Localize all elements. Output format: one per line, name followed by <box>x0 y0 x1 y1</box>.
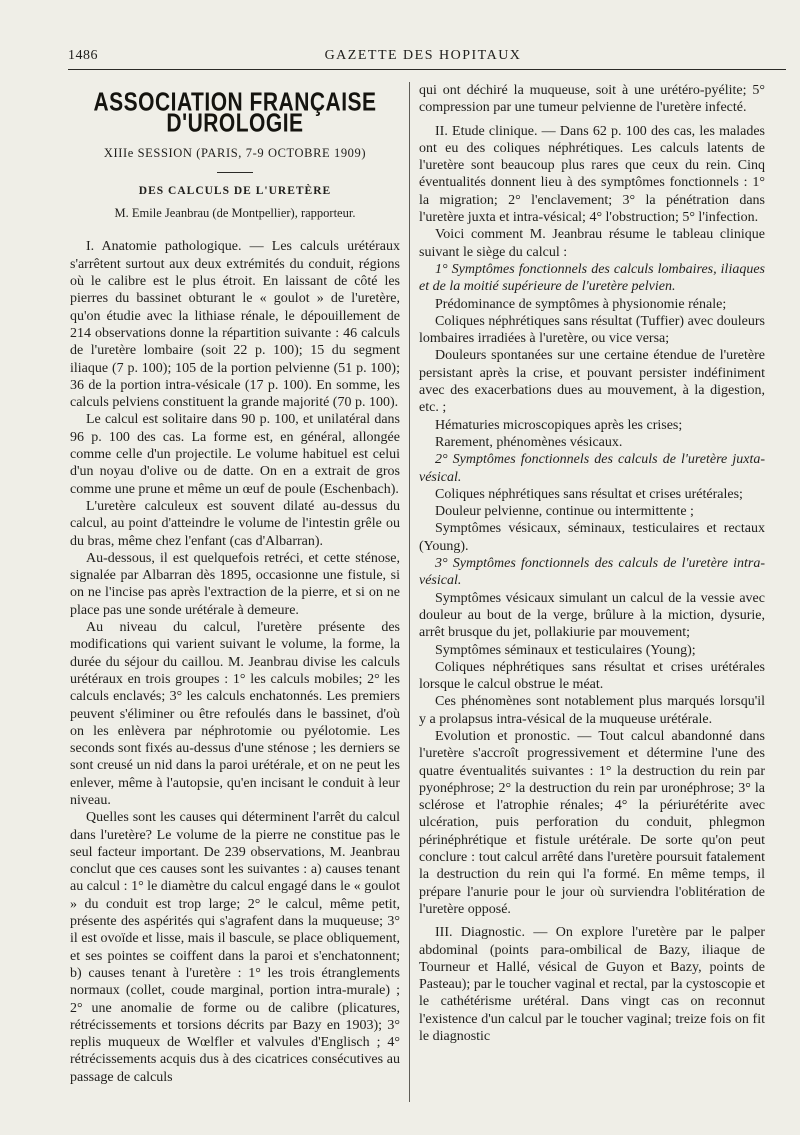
paragraph: 1° Symptômes fonctionnels des calculs lombaires, iliaques et de la moitié supérieure de l'uretère pelvien. <box>419 261 765 295</box>
right-column <box>419 82 765 1045</box>
paragraph: Voici comment M. Jeanbrau résume le tableau clinique suivant le siège du calcul : <box>419 227 765 260</box>
reporter-line: M. Emile Jeanbrau (de Montpellier), rapporteur. <box>114 206 356 221</box>
paragraph: L'uretère calculeux est souvent dilaté au-dessus du calcul, au point d'atteindre le volume de l'intestin grêle ou du bras, même chez l'enfant (cas d'Albarran). <box>70 498 400 549</box>
paragraph: Le calcul est solitaire dans 90 p. 100, et unilatéral dans 96 p. 100 des cas. La forme est, en général, allongée comme celle d'un projectile. Le volume habituel est celui d'un noyau d'olive ou de datte. On en a extrait de gros comme une prune et même un œuf de poule (Eschenbach). <box>70 412 400 497</box>
paragraph: 2° Symptômes fonctionnels des calculs de l'uretère juxta-vésical. <box>419 452 765 485</box>
page-number: 1486 <box>68 48 98 63</box>
paragraph: Symptômes séminaux et testiculaires (Young); <box>435 642 696 658</box>
paragraph: Coliques néphrétiques sans résultat (Tuffier) avec douleurs lombaires irradiées à l'uretère, ou vice versa; <box>419 313 765 347</box>
paragraph: Prédominance de symptômes à physionomie rénale; <box>435 296 727 312</box>
paragraph: Au-dessous, il est quelquefois retréci, et cette sténose, signalée par Albarran dès 1895, occasionne une fistule, si on ne l'incise pas après l'extraction de la pierre, et si on ne place pas une sonde urétérale à demeure. <box>70 550 400 618</box>
column-divider <box>409 82 410 1102</box>
running-title: GAZETTE DES HOPITAUX <box>324 48 522 63</box>
paragraph: I. Anatomie pathologique. — Les calculs urétéraux s'arrêtent surtout aux deux extrémités du conduit, régions où le calibre est le plus étroit. En laissant de côté les pierres du bassinet obturant le « goulot » de l'uretère, qu'on étudie avec la lithiase rénale, le dépouillement de 214 observations donne la répartition suivante : 46 calculs de l'uretère lombaire (soit 22 p. 100); 15 du segment iliaque (7 p. 100); 105 de la portion pelvienne (51 p. 100); 36 de la portion intra-vésicale (17 p. 100). En somme, les calculs pelviens constituent la grande majorité (70 p. 100). <box>70 239 400 411</box>
left-column <box>70 82 400 1086</box>
paragraph: III. Diagnostic. — On explore l'uretère par le palper abdominal (points para-ombilical de Bazy, iliaque de Tourneur et Hallé, vésical de Guyon et Bazy, points de Pasteau); par le toucher vaginal et rectal, par la cystoscopie et le cathétérisme urétéral. Dans vingt cas on reconnut l'existence d'un calcul par le toucher vaginal; treize fois on fit le diagnostic <box>419 925 765 1045</box>
paragraph: Coliques néphrétiques sans résultat et crises urétérales; <box>435 486 743 502</box>
association-heading: ASSOCIATION FRANÇAISE D'UROLOGIE <box>93 87 377 139</box>
paragraph: Douleurs spontanées sur une certaine étendue de l'uretère persistant après la crise, et pouvant persister indéfiniment avec des exacerbations dues au mouvement, à la digestion, etc. ; <box>419 348 765 416</box>
paragraph: Douleur pelvienne, continue ou intermittente ; <box>435 504 694 520</box>
title-rule <box>217 172 253 173</box>
page-header <box>68 48 778 70</box>
header-rule <box>68 69 786 70</box>
paragraph: Symptômes vésicaux simulant un calcul de la vessie avec douleur au bout de la verge, brûlure à la miction, dysurie, arrêt brusque du jet, pollakiurie par mouvement; <box>419 590 765 641</box>
paragraph: Coliques néphrétiques sans résultat et crises urétérales lorsque le calcul obstrue le méat. <box>419 659 765 693</box>
paragraph: Rarement, phénomènes vésicaux. <box>435 434 623 450</box>
paragraph: II. Etude clinique. — Dans 62 p. 100 des cas, les malades ont eu des coliques néphrétiques. Les calculs latents de l'uretère sont beaucoup plus rares que ceux du rein. Cinq éventualités donnent lieu à des symptômes fonctionnels : 1° la migration; 2° l'enclavement; 3° la pénétration dans l'uretère juxta et intra-vésical; 4° l'obstruction; 5° l'infection. <box>419 123 765 226</box>
paragraph: Ces phénomènes sont notablement plus marqués lorsqu'il y a prolapsus intra-vésical de la muqueuse urétérale. <box>419 694 765 727</box>
paragraph: Au niveau du calcul, l'uretère présente des modifications qui varient suivant le volume, la forme, la durée du séjour du caillou. M. Jeanbrau divise les calculs urétéraux en trois groupes : 1° les calculs mobiles; 2° les calculs enclavés; 3° les calculs enchatonnés. Les premiers peuvent s'éliminer ou être refoulés dans le bassinet, d'où on les enlèvera par néphrotomie ou pyélotomie. Les seconds sont fixés au-dessus d'une sténose ; les derniers se sont creusé un nid dans la paroi urétérale, et on ne peut les enlever, même à l'autopsie, qu'en incisant le conduit à leur niveau. <box>70 620 400 808</box>
paragraph: Quelles sont les causes qui déterminent l'arrêt du calcul dans l'uretère? Le volume de la pierre ne constitue pas le seul facteur important. De 239 observations, M. Jeanbrau conclut que ces causes sont les suivantes : a) causes tenant au calcul : 1° le diamètre du calcul engagé dans le « goulot » du conduit est trop large; 2° le calcul, même petit, présente des aspérités qui s'agrafent dans la muqueuse; 3° il est ovoïde et lisse, mais il bascule, se place obliquement, et ses pointes se coiffent dans la paroi et s'enchatonnent; b) causes tenant à l'uretère : 1° les trois étranglements normaux (collet, coude marginal, portion intra-murale) ; 2° une anomalie de forme ou de calibre (plicatures, rétrécissements et torsions décrits par Bazy en 1903); 3° replis muqueux de Wœlfler et valvules d'Englisch ; 4° rétrécissements acquis dus à des cicatrices consécutives au passage de calculs <box>70 810 400 1085</box>
paragraph: Hématuries microscopiques après les crises; <box>435 417 683 433</box>
paragraph: qui ont déchiré la muqueuse, soit à une urétéro-pyélite; 5° compression par une tumeur pelvienne de l'uretère infecté. <box>419 83 765 116</box>
paragraph: Symptômes vésicaux, séminaux, testiculaires et rectaux (Young). <box>419 521 765 554</box>
session-line: XIIIe SESSION (PARIS, 7-9 OCTOBRE 1909) <box>103 145 367 160</box>
paragraph: 3° Symptômes fonctionnels des calculs de l'uretère intra-vésical. <box>419 556 765 589</box>
paragraph: Evolution et pronostic. — Tout calcul abandonné dans l'uretère s'accroît progressivement et détermine l'une des quatre éventualités suivantes : 1° la destruction du rein par pyonéphrose; 2° la destruction du rein par uronéphrose; 3° la sclérose et l'atrophie rénales; 4° la périurétérite avec ulcération, puis perforation du conduit, phlegmon périnéphrétique et fistule urétérale. De sorte qu'on peut conclure : tout calcul arrêté dans l'uretère poursuit fatalement la destruction du rein qui l'a formé. En même temps, il prépare l'anurie pour le jour où surviendra l'oblitération de l'uretère opposé. <box>419 728 765 917</box>
article-title: DES CALCULS DE L'URETÈRE <box>138 184 332 197</box>
